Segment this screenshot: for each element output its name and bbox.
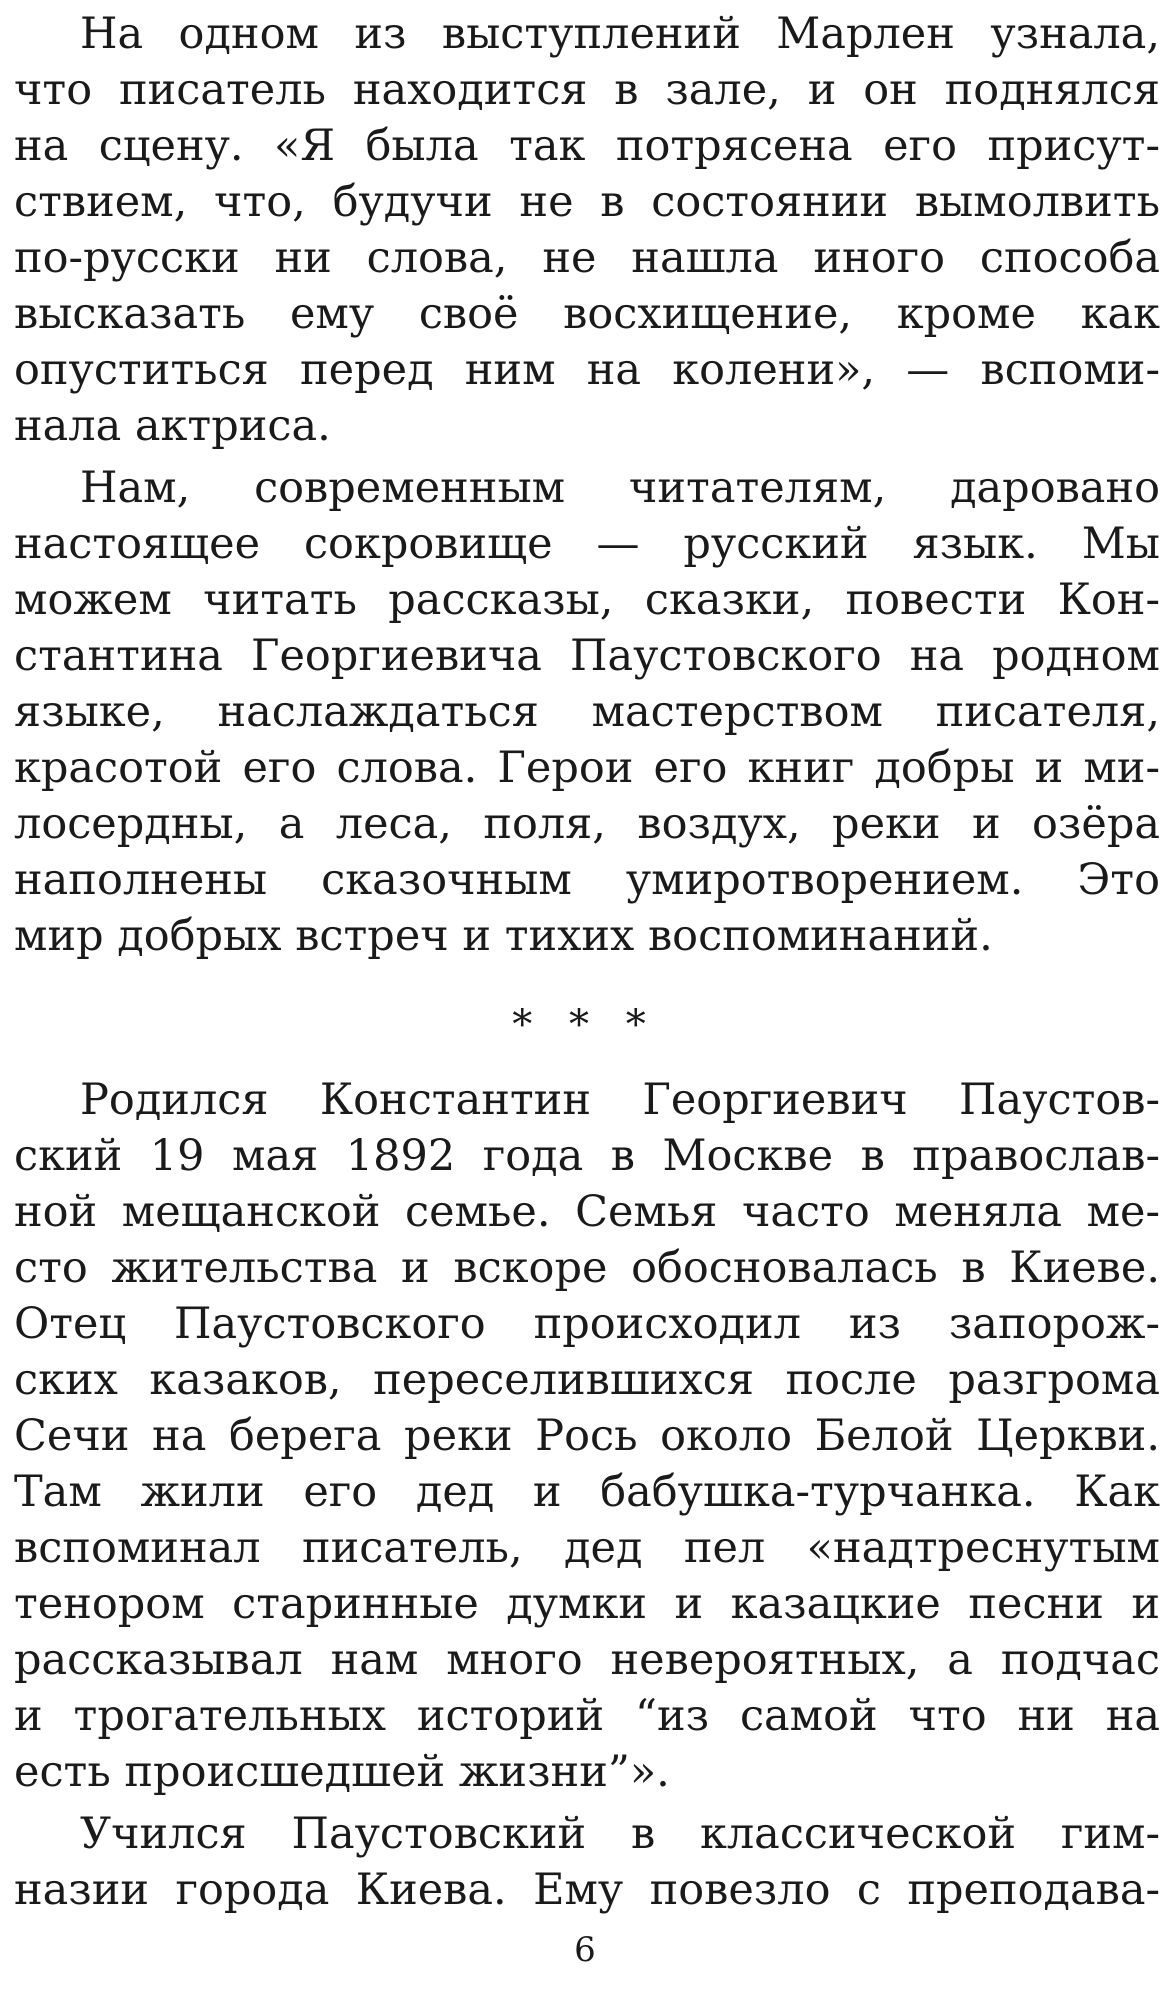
text-line: нала актриса. xyxy=(14,401,331,451)
text-line: можем читать рассказы, сказки, повести Кон- xyxy=(14,575,1160,625)
text-line: высказать ему своё восхищение, кроме как xyxy=(14,289,1160,339)
text-line: тенором старинные думки и казацкие песни и xyxy=(14,1579,1160,1629)
text-line: наполнены сказочным умиротворением. Это xyxy=(14,855,1160,905)
text-line: ной мещанской семье. Семья часто меняла ме- xyxy=(14,1187,1160,1237)
text-line: есть происшедшей жизни”». xyxy=(14,1747,670,1797)
text-line: по-русски ни слова, не нашла иного способа xyxy=(14,233,1160,283)
text-line: лосердны, а леса, поля, воздух, реки и озёра xyxy=(14,799,1160,849)
text-line: опуститься перед ним на колени», — вспоми- xyxy=(14,345,1160,395)
text-line: и трогательных историй “из самой что ни на xyxy=(14,1691,1160,1741)
text-line: Учился Паустовский в классической гим- xyxy=(80,1809,1160,1859)
text-line: ских казаков, переселившихся после разгрома xyxy=(14,1355,1160,1405)
text-line: Родился Константин Георгиевич Паустов- xyxy=(80,1075,1160,1125)
text-line: Отец Паустовского происходил из запорож- xyxy=(14,1299,1160,1349)
text-line: языке, наслаждаться мастерством писателя, xyxy=(14,687,1160,737)
text-line: на сцену. «Я была так потрясена его присут- xyxy=(14,121,1160,171)
text-line: назии города Киева. Ему повезло с преподава- xyxy=(14,1865,1160,1915)
text-line: ский 19 мая 1892 года в Москве в православ- xyxy=(14,1131,1160,1181)
text-line: ствием, что, будучи не в состоянии вымолвить xyxy=(14,177,1160,227)
section-separator: * * * xyxy=(512,1002,658,1048)
text-line: сто жительства и вскоре обосновалась в Киеве. xyxy=(14,1243,1160,1293)
text-line: что писатель находится в зале, и он поднялся xyxy=(14,65,1160,115)
text-line: стантина Георгиевича Паустовского на родном xyxy=(14,631,1160,681)
text-line: На одном из выступлений Марлен узнала, xyxy=(80,9,1160,59)
text-line: красотой его слова. Герои его книг добры и ми- xyxy=(14,743,1160,793)
text-line: вспоминал писатель, дед пел «надтреснутым xyxy=(14,1523,1160,1573)
text-line: Нам, современным читателям, даровано xyxy=(80,463,1160,513)
text-line: рассказывал нам много невероятных, а подчас xyxy=(14,1635,1160,1685)
text-line: мир добрых встреч и тихих воспоминаний. xyxy=(14,911,993,961)
text-line: Сечи на берега реки Рось около Белой Церкви. xyxy=(14,1411,1160,1461)
text-line: Там жили его дед и бабушка-турчанка. Как xyxy=(14,1467,1160,1517)
page-number: 6 xyxy=(574,1930,596,1970)
text-line: настоящее сокровище — русский язык. Мы xyxy=(14,519,1160,569)
